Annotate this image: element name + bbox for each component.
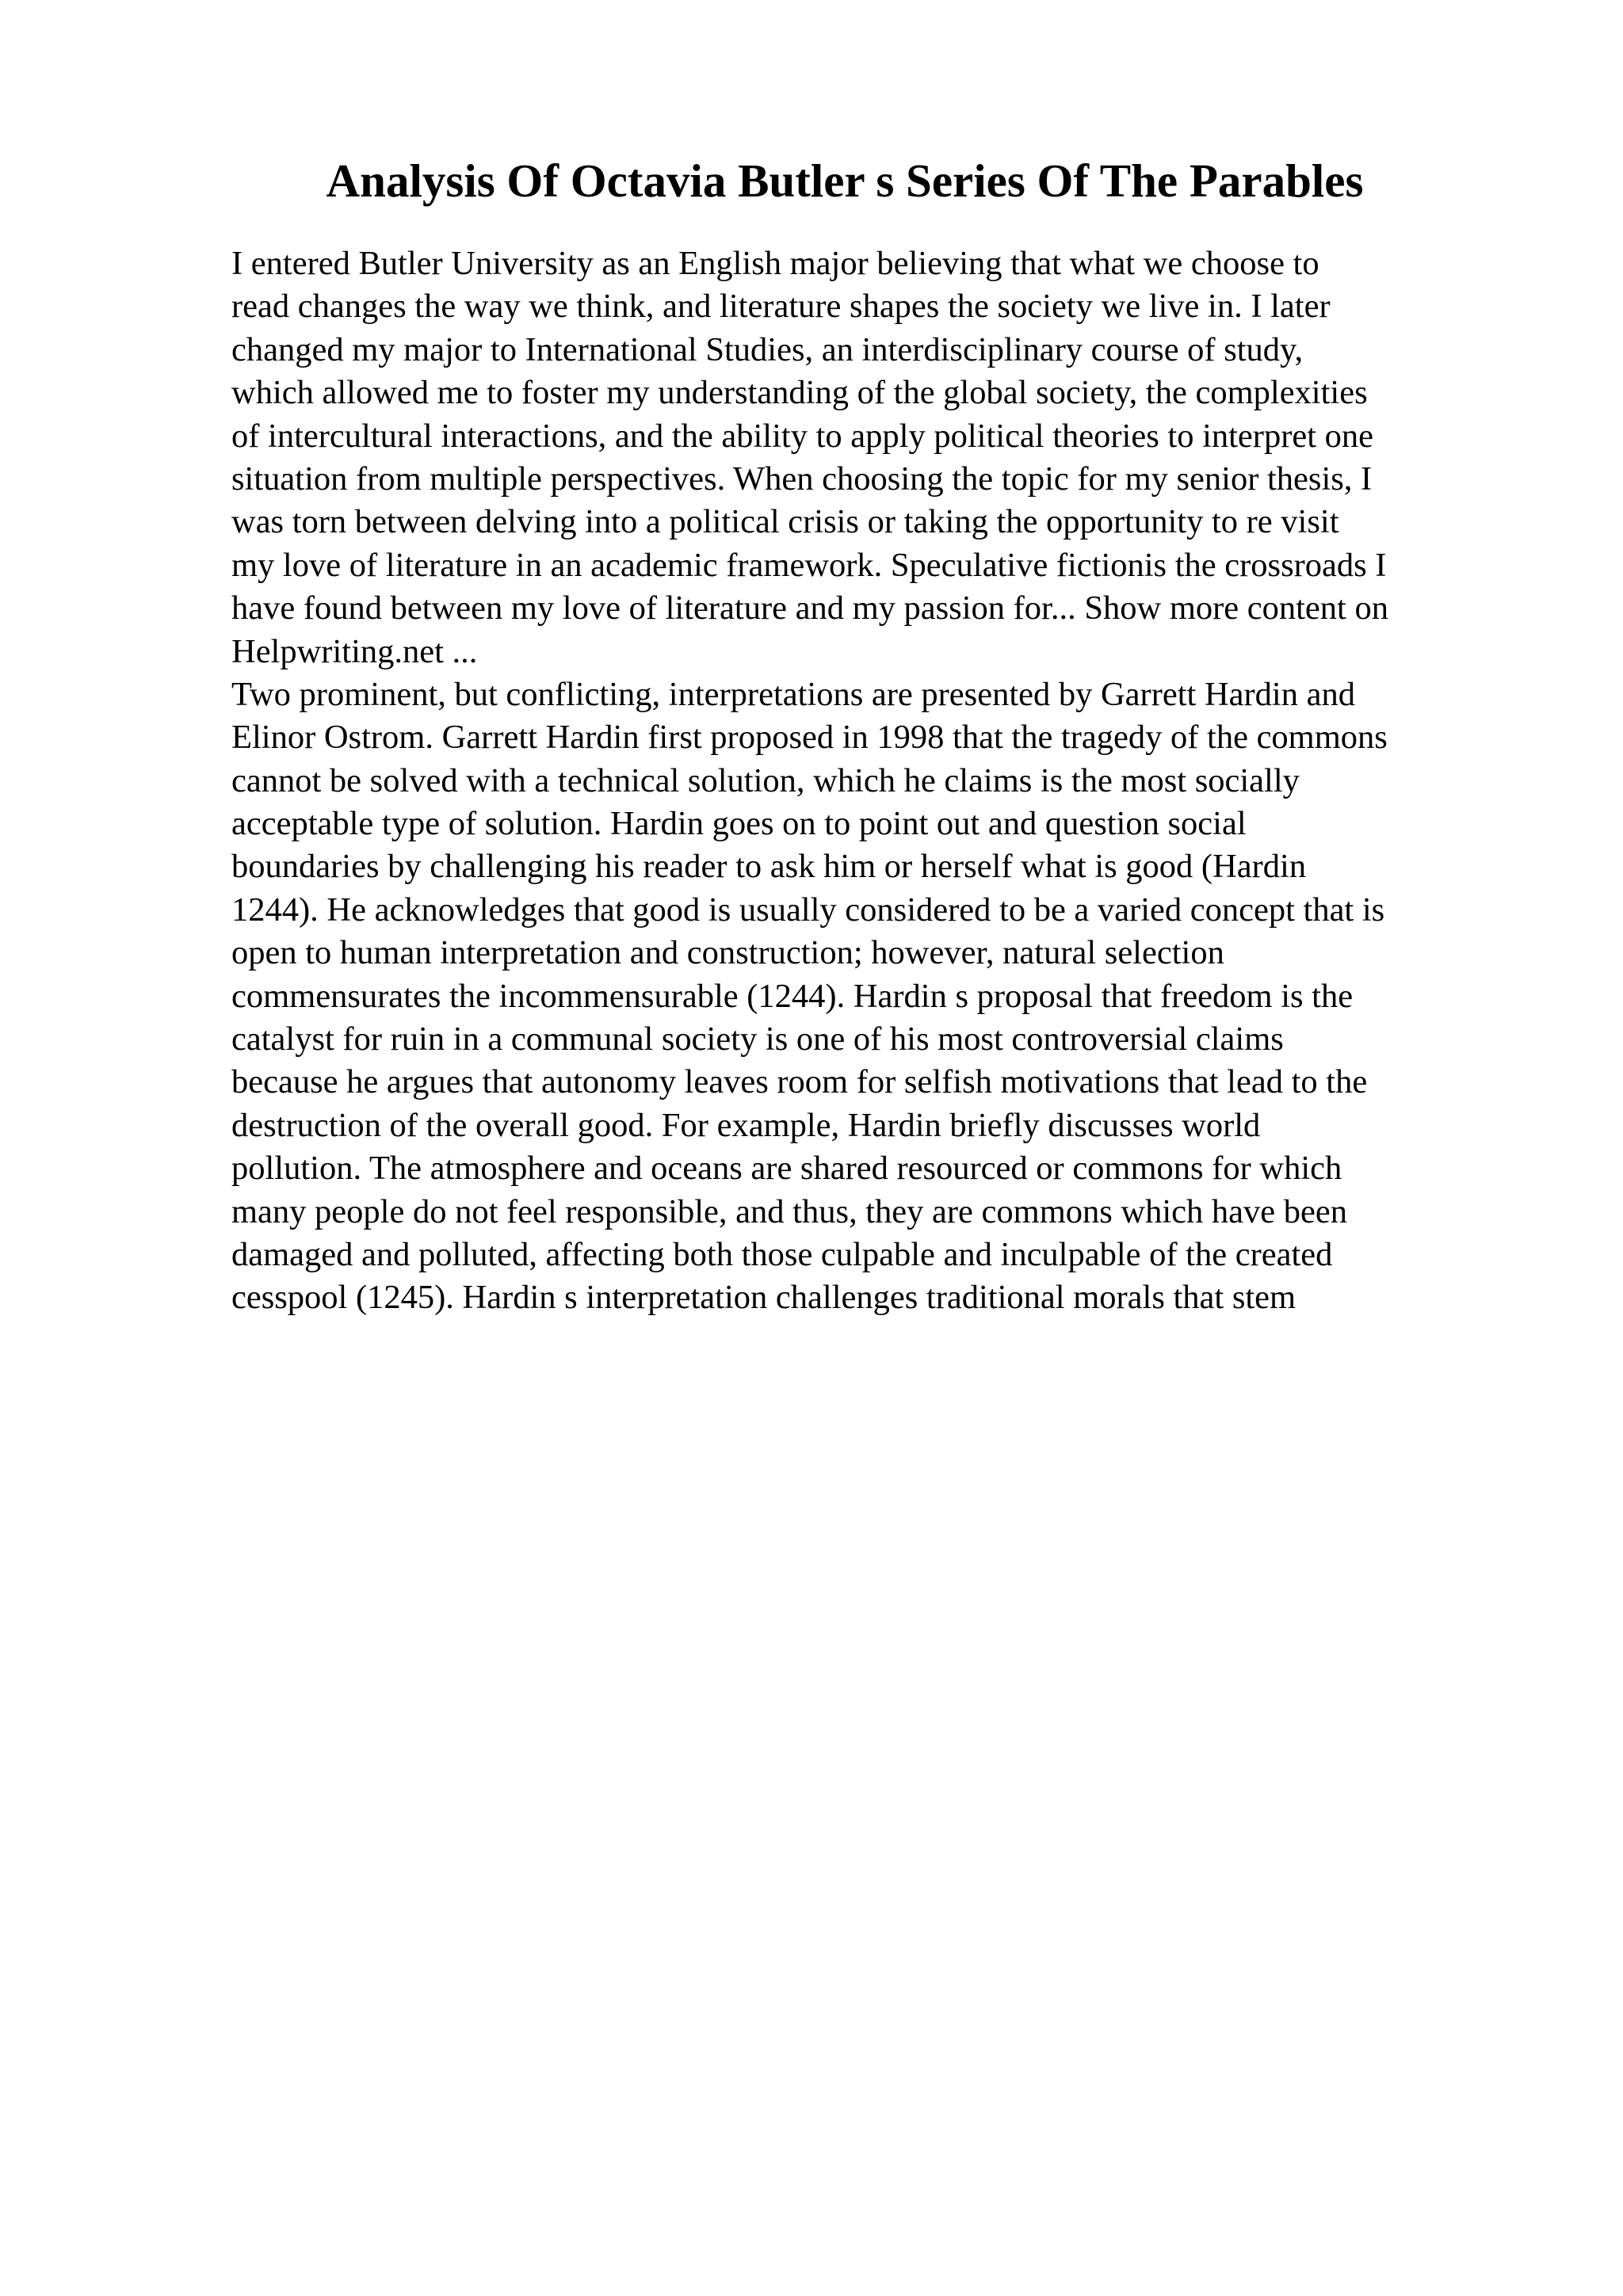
body-line: cesspool (1245). Hardin s interpretation challenges traditional morals that stem [231, 1279, 1296, 1317]
document-body [231, 242, 1515, 1320]
body-line: I entered Butler University as an English major believing that what we choose to [231, 245, 1319, 282]
body-line: acceptable type of solution. Hardin goes on to point out and question social [231, 805, 1247, 843]
body-line: because he argues that autonomy leaves room for selfish motivations that lead to the [231, 1063, 1368, 1101]
body-line: commensurates the incommensurable (1244). Hardin s proposal that freedom is the [231, 977, 1354, 1015]
body-line: situation from multiple perspectives. When choosing the topic for my senior thesis, I [231, 460, 1373, 498]
body-line: of intercultural interactions, and the ability to apply political theories to interpret one [231, 417, 1374, 455]
body-line: boundaries by challenging his reader to ask him or herself what is good (Hardin [231, 848, 1307, 886]
body-line: damaged and polluted, affecting both those culpable and inculpable of the created [231, 1235, 1333, 1273]
body-line: changed my major to International Studies, an interdisciplinary course of study, [231, 330, 1304, 368]
body-line: have found between my love of literature and my passion for... Show more content on [231, 589, 1388, 627]
body-line: 1244). He acknowledges that good is usually considered to be a varied concept that is [231, 891, 1385, 929]
body-line: Helpwriting.net ... [231, 632, 478, 670]
document-title: Analysis Of Octavia Butler s Series Of The Parables [326, 154, 1364, 207]
body-line: catalyst for ruin in a communal society is one of his most controversial claims [231, 1020, 1284, 1058]
body-line: which allowed me to foster my understanding of the global society, the complexities [231, 374, 1368, 412]
body-line: Two prominent, but conflicting, interpretations are presented by Garrett Hardin and [231, 675, 1355, 713]
body-line: cannot be solved with a technical solution, which he claims is the most socially [231, 761, 1300, 799]
body-line: Elinor Ostrom. Garrett Hardin first proposed in 1998 that the tragedy of the commons [231, 719, 1388, 757]
body-line: destruction of the overall good. For example, Hardin briefly discusses world [231, 1106, 1261, 1144]
body-line: was torn between delving into a political crisis or taking the opportunity to re visit [231, 503, 1339, 541]
body-line: many people do not feel responsible, and thus, they are commons which have been [231, 1192, 1347, 1230]
body-line: read changes the way we think, and literature shapes the society we live in. I later [231, 288, 1331, 326]
body-line: pollution. The atmosphere and oceans are shared resourced or commons for which [231, 1150, 1342, 1188]
body-line: open to human interpretation and construction; however, natural selection [231, 934, 1224, 972]
body-line: my love of literature in an academic framework. Speculative fictionis the crossroads I [231, 546, 1387, 584]
